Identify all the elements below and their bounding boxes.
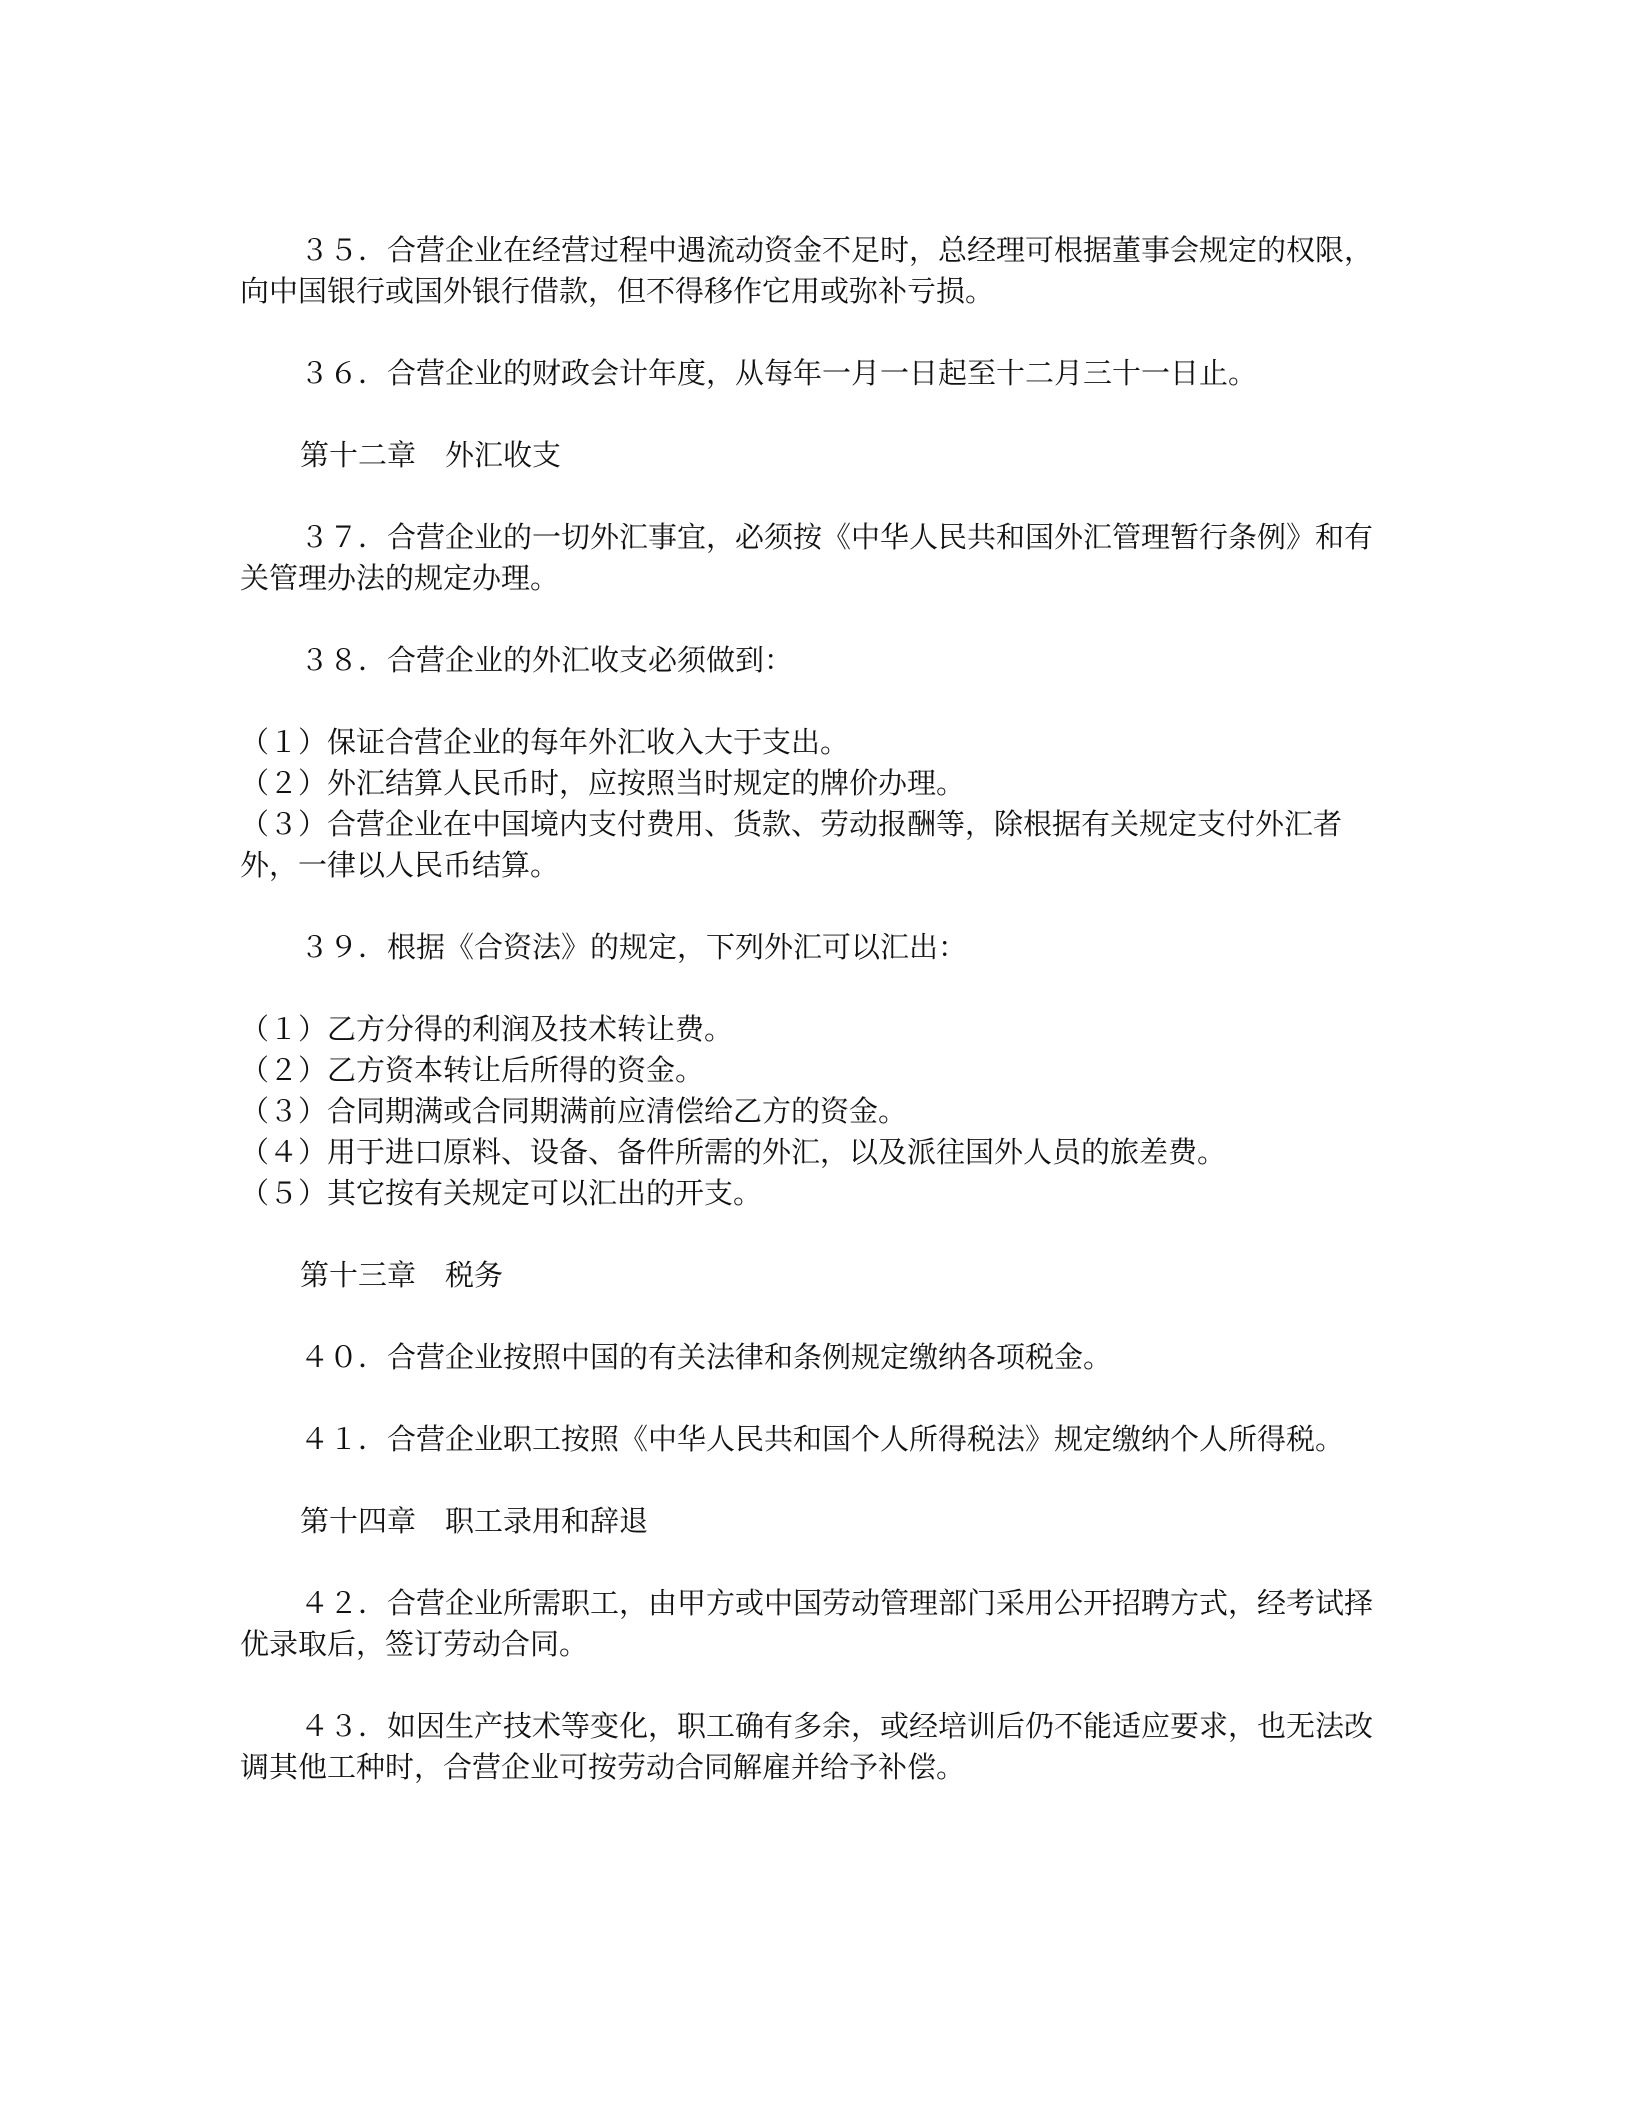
article-36: ３６．合营企业的财政会计年度，从每年一月一日起至十二月三十一日止。: [300, 356, 1258, 390]
document-body: [240, 230, 1380, 1788]
article-40: ４０．合营企业按照中国的有关法律和条例规定缴纳各项税金。: [300, 1340, 1113, 1374]
article-38: ３８．合营企业的外汇收支必须做到：: [300, 643, 794, 677]
article-38-list: [240, 722, 1380, 886]
article-39-list: [240, 1009, 1380, 1214]
list-item: （１）保证合营企业的每年外汇收入大于支出。: [240, 725, 850, 759]
article-41: ４１．合营企业职工按照《中华人民共和国个人所得税法》规定缴纳个人所得税。: [300, 1422, 1345, 1456]
article-37: ３７．合营企业的一切外汇事宜，必须按《中华人民共和国外汇管理暂行条例》和有关管理办法的规定办理。: [240, 520, 1374, 595]
list-item: （２）外汇结算人民币时，应按照当时规定的牌价办理。: [240, 766, 966, 800]
list-item: （１）乙方分得的利润及技术转让费。: [240, 1012, 734, 1046]
article-42: ４２．合营企业所需职工，由甲方或中国劳动管理部门采用公开招聘方式，经考试择优录取后，签订劳动合同。: [240, 1586, 1374, 1661]
list-item: （４）用于进口原料、设备、备件所需的外汇，以及派往国外人员的旅差费。: [240, 1135, 1227, 1169]
list-item: （５）其它按有关规定可以汇出的开支。: [240, 1176, 763, 1210]
list-item: （２）乙方资本转让后所得的资金。: [240, 1053, 705, 1087]
list-item: （３）合营企业在中国境内支付费用、货款、劳动报酬等，除根据有关规定支付外汇者外，一律以人民币结算。: [240, 807, 1343, 882]
chapter-12-heading: 第十二章 外汇收支: [300, 438, 562, 472]
list-item: （３）合同期满或合同期满前应清偿给乙方的资金。: [240, 1094, 908, 1128]
chapter-13-heading: 第十三章 税务: [300, 1258, 504, 1292]
article-43: ４３．如因生产技术等变化，职工确有多余，或经培训后仍不能适应要求，也无法改调其他工种时，合营企业可按劳动合同解雇并给予补偿。: [240, 1709, 1374, 1784]
article-39: ３９．根据《合资法》的规定，下列外汇可以汇出：: [300, 930, 968, 964]
article-35: ３５．合营企业在经营过程中遇流动资金不足时，总经理可根据董事会规定的权限，向中国银行或国外银行借款，但不得移作它用或弥补亏损。: [240, 233, 1374, 308]
chapter-14-heading: 第十四章 职工录用和辞退: [300, 1504, 649, 1538]
